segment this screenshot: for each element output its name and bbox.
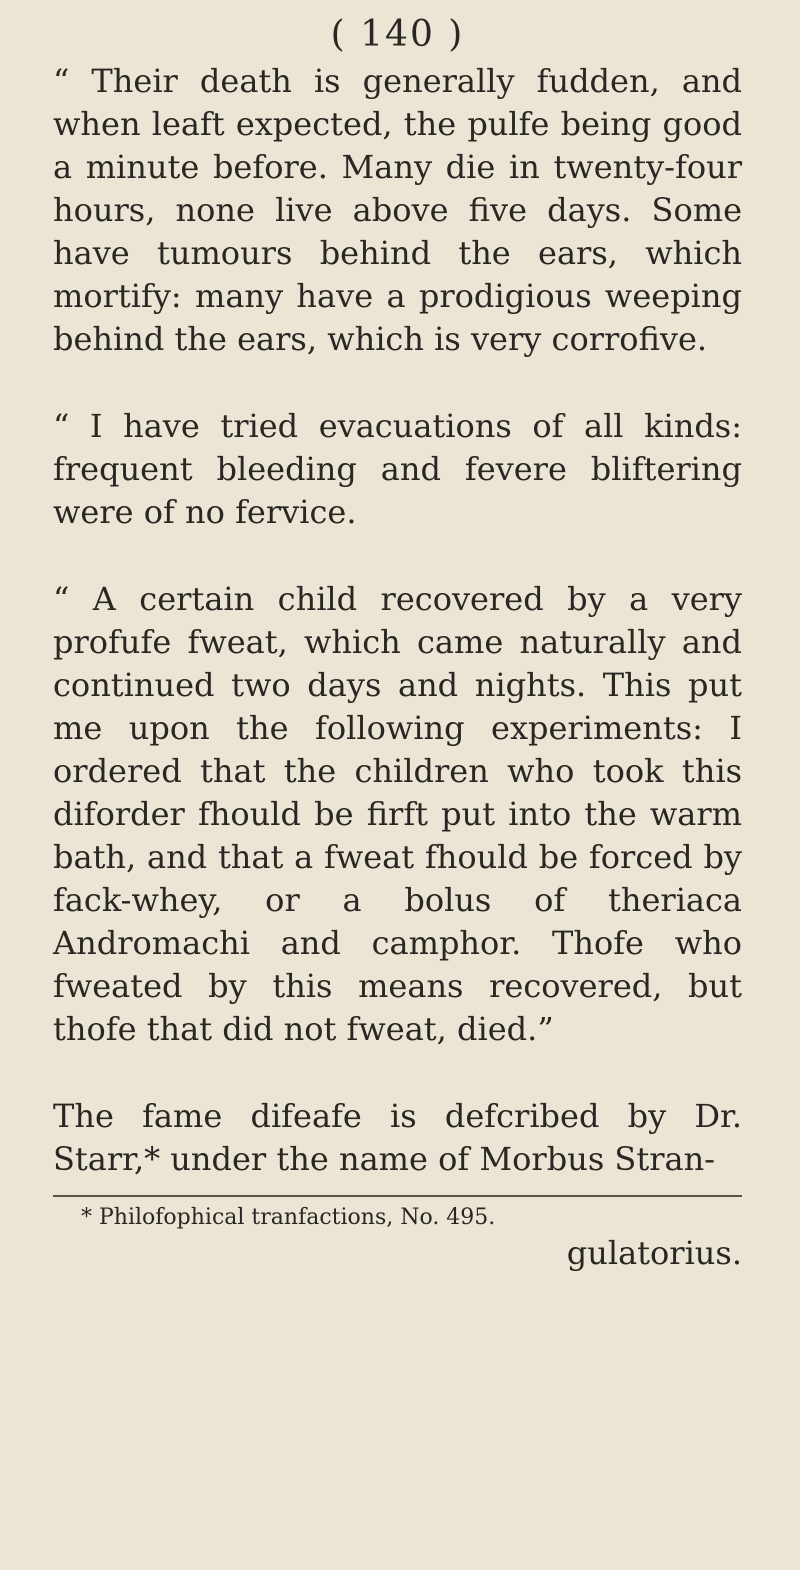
paragraph-4: The fame difeafe is defcribed by Dr. Starr,* under the name of Morbus Stran- — [53, 1097, 742, 1178]
paragraph-1: “ Their death is generally fudden, and when leaft expected, the pulfe being good a minute before. Many die in twenty-four hours, none live above five days. Some have tumours behind the ears, which mortify: many have a prodigious weeping behind the ears, which is very corrofive. — [53, 62, 742, 358]
paragraph-gap — [53, 534, 742, 578]
catchword: gulatorius. — [566, 1234, 742, 1272]
page-number: ( 140 ) — [330, 14, 465, 55]
footnote-rule — [53, 1195, 742, 1197]
footnote: * Philofophical tranfactions, No. 495. — [81, 1205, 496, 1230]
paragraph-gap — [53, 361, 742, 405]
paragraph-gap — [53, 1051, 742, 1095]
paragraph-3: “ A certain child recovered by a very profufe fweat, which came naturally and continued two days and nights. This put me upon the following experiments: I ordered that the children who took this diforder fhould be firft put into the warm bath, and that a fweat fhould be forced by fack-whey, or a bolus of theriaca Andromachi and camphor. Thofe who fweated by this means recovered, but thofe that did not fweat, died.” — [53, 580, 742, 1048]
paragraph-2: “ I have tried evacuations of all kinds: frequent bleeding and fevere bliftering were of no fervice. — [53, 407, 742, 531]
